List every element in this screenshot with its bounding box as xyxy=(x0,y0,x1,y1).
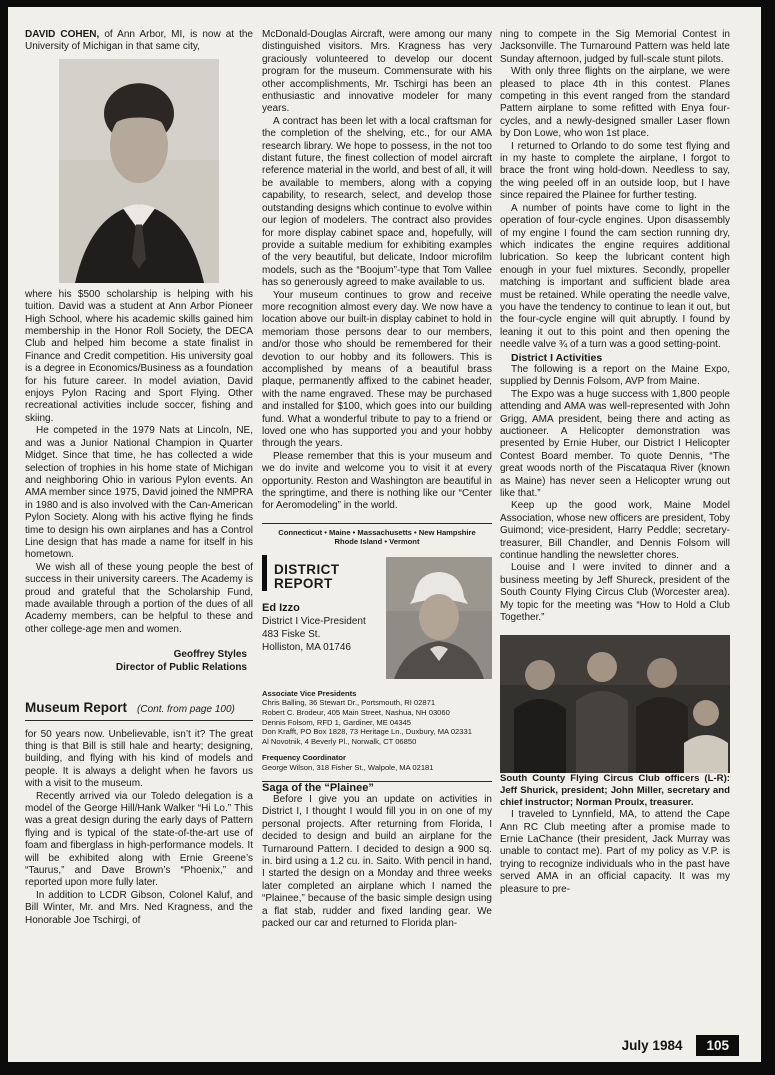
associate-vp-entry: Al Novotnik, 4 Beverly Pl., Norwalk, CT 06850 xyxy=(262,736,417,746)
officer-role: District I Vice-President xyxy=(262,615,366,627)
club-officers-photo-art xyxy=(500,635,730,773)
district-report-title: DISTRICT REPORT xyxy=(273,561,340,591)
body-paragraph: for 50 years now. Unbelievable, isn’t it? The great thing is that Bill is still hale and hearty; designing, building, and flying with his kind of models and people. It is always a delight when he favors us with a visit to the museum. xyxy=(25,728,253,790)
body-paragraph: The Expo was a huge success with 1,800 people attending and AMA was well-represented with John Grigg, AMA president, being there and acting as auctioneer. A Helicopter demonstration was presented by Ernie Huber, our District I Helicopter Contest Board member. To quote Dennis, “The great woods north of the Piscataqua River (known as Maine) has never seen a Helicopter wrung out like that.” xyxy=(500,388,730,500)
body-paragraph: Keep up the good work, Maine Model Association, whose new officers are president, Toby Guimond; vice-president, Harry Peddle; secretary-treasurer, Bill Chandler, and Dennis Folsom will continue handling the newsletter chores. xyxy=(500,500,730,562)
body-paragraph: With only three flights on the airplane, we were pleased to place 4th in this contest. Planes competing in this event ranged from the standard Pattern airplane to some refitted with Enya four-cycles, and a newly-designed smaller Laser flown by Don Lowe, who won 1st place. xyxy=(500,66,730,140)
body-paragraph: I returned to Orlando to do some test flying and in my haste to complete the airplane, I forgot to brace the front wing hold-down. Needless to say, the wing peeled off in an outside loop, but I have since repaired the Plainee for further testing. xyxy=(500,140,730,202)
frequency-coordinator-heading: Frequency Coordinator xyxy=(262,753,346,763)
footer-page-number: 105 xyxy=(696,1035,739,1056)
signature-title: Director of Public Relations xyxy=(115,662,247,674)
portrait-photo-art xyxy=(59,59,219,283)
museum-report-heading xyxy=(25,702,253,720)
associate-vp-entry: Don Krafft, PO Box 1828, 73 Heritage Ln., Duxbury, MA 02331 xyxy=(262,727,472,737)
club-officers-photo xyxy=(500,635,730,773)
frequency-coordinator-block xyxy=(262,753,492,781)
page-footer xyxy=(622,1035,739,1056)
district-title-row xyxy=(262,555,380,591)
ed-izzo-photo xyxy=(386,557,492,679)
caption-rest: Jeff Shurick, president; John Miller, secretary and chief instructor; Norman Proulx, treasurer. xyxy=(500,784,730,808)
intro-lead-name: DAVID COHEN, xyxy=(25,29,100,40)
signature-block xyxy=(25,648,253,674)
body-paragraph: Louise and I were invited to dinner and a business meeting by Jeff Shureck, president of the South County Flying Circus Club (Worcester area). My topic for the meeting was “How to Hold a Club Together.” xyxy=(500,562,730,624)
body-paragraph: A number of points have come to light in the operation of four-cycle engines. Upon disassembly of my engine I found the cam section running dry, which indicates the engine requires additional lubrication. So keep the lubricant content high enough in your fuel mixtures. Secondly, propeller matching is important and sufficient blade area must be retained. While operating the needle valve, you have the tendency to continue to lean it out, but the four-cycle engine will quit abruptly. I found by leaning it out to this point and then opening the needle valve ¾ of a turn was a good setting-point. xyxy=(500,202,730,351)
body-paragraph: Please remember that this is your museum and we do invite and welcome you to visit it at every opportunity. Reston and Washington are beautiful in the springtime, and there is nothing like our “Center for Aeromodeling” in the world. xyxy=(262,450,492,512)
caption-lead: South County Flying Circus Club officers (L-R): xyxy=(500,772,730,784)
intro-rest: of Ann Arbor, MI, is now at the University of Michigan in that same city, xyxy=(25,29,253,53)
middle-column xyxy=(262,29,492,930)
saga-heading: Saga of the “Plainee” xyxy=(262,781,374,794)
officer-address2: Holliston, MA 01746 xyxy=(262,641,351,653)
left-column xyxy=(25,29,253,927)
body-paragraph: In addition to LCDR Gibson, Colonel Kaluf, and Bill Winter, Mr. and Mrs. Ned Kragness, and the Honorable Joe Tschirgi, of xyxy=(25,889,253,926)
footer-date: July 1984 xyxy=(621,1038,683,1053)
officer-block xyxy=(262,601,380,654)
associate-vp-heading: Associate Vice Presidents xyxy=(262,688,357,698)
body-paragraph: We wish all of these young people the best of success in their university careers. The Academy is proud and grateful that the Scholarship Fund, made available through a portion of the dues of all Academy members, can be helpful to these and other college-age men and women. xyxy=(25,561,253,635)
david-cohen-photo xyxy=(59,59,219,283)
museum-report-continuation: (Cont. from page 100) xyxy=(137,704,235,716)
body-paragraph: Recently arrived via our Toledo delegation is a model of the George Hill/Hank Walker “Hi Lo.” This was a great design during the early days of Pattern flying and is typical of the state-of-the-art use of foam and fiberglass in high-performance models. It will be exhibited along with Ernie Greene’s “Taurus,” and Dave Brown’s “Phoenix,” and reported upon more fully later. xyxy=(25,790,253,889)
body-paragraph: The following is a report on the Maine Expo, supplied by Dennis Folsom, AVP from Maine. xyxy=(500,363,730,388)
body-paragraph: where his $500 scholarship is helping with his tuition. David was a student at Ann Arbor Pioneer High School, where his academic skills gained him membership in the Honor Roll Society, the DECA Club and helped him become a state finalist in Finance and Credit competition. His university goal is a degree in Economics/Business as a foundation for his future career. In model aviation, David enjoys Pylon Racing and Sport Flying. Other recreational activities include soccer, fishing and skiing. xyxy=(25,288,253,424)
body-paragraph: I traveled to Lynnfield, MA, to attend the Cape Ann RC Club meeting after a promise made to Ernie LaChance (their president, Jack Murray was unable to contact me). Part of my policy as V.P. is trying to recognize individuals who in the past have served AMA in an official capacity. It was my pleasure to pre- xyxy=(500,809,730,895)
district-activities-heading: District I Activities xyxy=(511,351,603,364)
body-paragraph: Before I give you an update on activities in District I, I thought I would fill you in on one of my personal projects. After returning from Florida, I decided to design and build an airplane for the Turnaround Pattern. I decided to design a 900 sq. in. bird using a 1.2 cu. in. Saito. With pencil in hand, I started the design on a Monday and three weeks later completed an airplane which I named the “Plainee,” because of the basic simple design using a flat stab, rudder and fixed landing gear. We packed our car and returned to Florida plan- xyxy=(262,794,492,930)
district-report-masthead xyxy=(262,523,492,782)
body-paragraph: ning to compete in the Sig Memorial Contest in Jacksonville. The Turnaround Pattern was held late Sunday afternoon, judged by full-scale stunt pilots. xyxy=(500,29,730,65)
body-paragraph: McDonald-Douglas Aircraft, were among our many distinguished visitors. Mrs. Kragness has very graciously volunteered to develop our docent program for the museum. Commensurate with his other accomplishments, Mr. Tschirgi has been an enthusiastic and innovative modeler for many years. xyxy=(262,29,492,115)
signature-name: Geoffrey Styles xyxy=(173,649,247,661)
associate-vp-entry: Dennis Folsom, RFD 1, Gardiner, ME 04345 xyxy=(262,717,411,727)
body-paragraph: He competed in the 1979 Nats at Lincoln, NE, and was a Junior National Champion in Quarter Midget. Since that time, he has collected a wide selection of trophies in his home state of Michigan and neighboring Ohio in various Pylon events. An AMA member since 1975, David joined the NMPRA in 1980 and is also involved with the Can-American Pylon Society. Along with his active flying he finds time to design his own airplanes and has a Control Line design that has made a name for itself in his hometown. xyxy=(25,425,253,561)
photo-caption xyxy=(500,773,730,810)
officer-name: Ed Izzo xyxy=(262,601,300,614)
masthead-left xyxy=(262,555,380,679)
associate-vp-entry: Chris Balling, 36 Stewart Dr., Portsmouth, RI 02871 xyxy=(262,698,436,708)
museum-report-title: Museum Report xyxy=(25,700,128,716)
associate-vp-block xyxy=(262,689,492,747)
izzo-photo-art xyxy=(386,557,492,679)
district-states xyxy=(262,528,492,547)
magazine-page xyxy=(8,7,761,1062)
intro-paragraph xyxy=(25,29,253,54)
masthead-row xyxy=(262,555,492,679)
officer-address1: 483 Fiske St. xyxy=(262,628,321,640)
body-paragraph: Your museum continues to grow and receive more recognition almost every day. We now have a location above our built-in display cabinet to hold in memoriam those persons dear to our members, and/or those who should be remembered for their devotion to our hobby and its followers. This is accomplished by means of a beautiful brass plaque, permanently affixed to the cabinet header, with the name engraved. These may be purchased and installed for $100, which goes into our building fund. What a wonderful tribute to pay to a friend or loved one who has supported you and your hobby through the years. xyxy=(262,289,492,450)
frequency-coordinator-entry: George Wilson, 318 Fisher St., Walpole, MA 02181 xyxy=(262,763,434,772)
district-states-line2: Rhode Island • Vermont xyxy=(334,537,420,547)
body-paragraph: A contract has been let with a local craftsman for the completion of the shelving, etc., for our AMA research library. We hope to possess, in the not too distant future, the finest collection of model aircraft reference material in the world, and best of all, it will be available to members, along with a copying capability, to research, select, and develop those outstanding designs which continue to evolve within our legion of modelers. The contract also provides for more display cabinet space and, hopefully, will provide a suitable medium for exhibiting examples of the very beautiful, but delicate, Indoor microfilm models, such as the “Boojum”-type that Tom Vallee has so generously agreed to make available to us. xyxy=(262,115,492,289)
associate-vp-entry: Robert C. Brodeur, 405 Main Street, Nashua, NH 03060 xyxy=(262,708,450,718)
right-column xyxy=(500,29,730,896)
district-numeral-I xyxy=(262,555,267,591)
district-states-line1: Connecticut • Maine • Massachusetts • New Hampshire xyxy=(278,527,476,537)
